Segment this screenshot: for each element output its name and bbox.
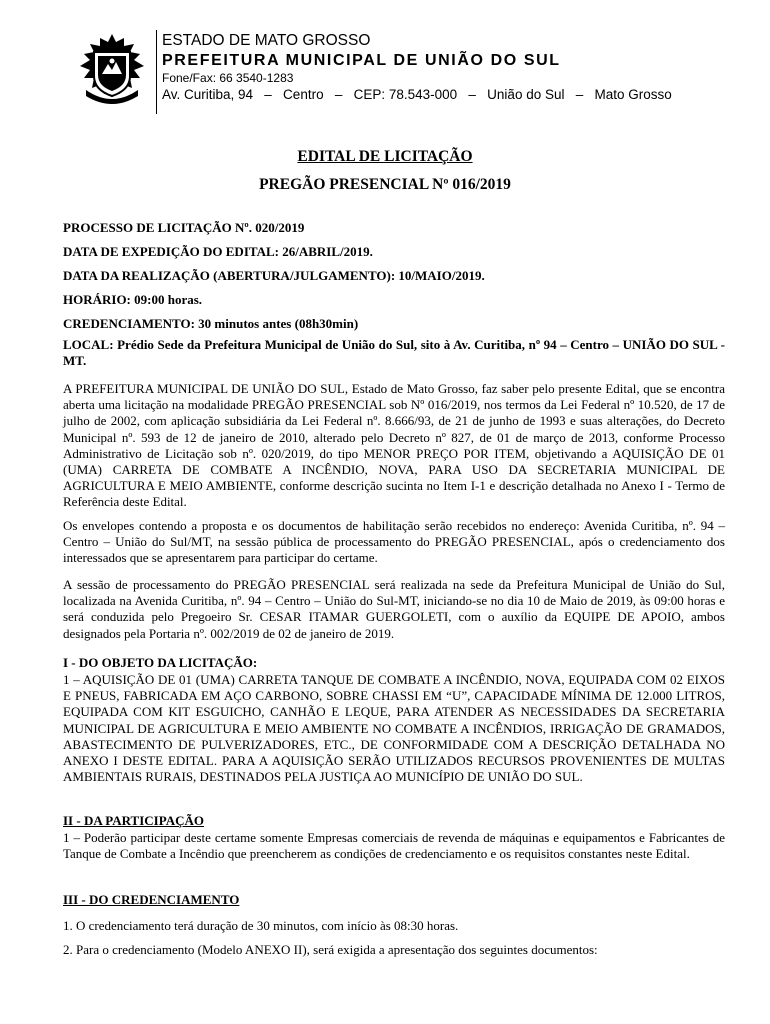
section-credenciamento-item2: 2. Para o credenciamento (Modelo ANEXO II), será exigida a apresentação dos seguintes documentos: bbox=[63, 942, 598, 957]
info-credenciamento: CREDENCIAMENTO: 30 minutos antes (08h30min) bbox=[63, 316, 359, 331]
section-participacao-heading: II - DA PARTICIPAÇÃO bbox=[63, 813, 204, 828]
state-name: ESTADO DE MATO GROSSO bbox=[162, 32, 371, 49]
info-processo: PROCESSO DE LICITAÇÃO Nº. 020/2019 bbox=[63, 220, 305, 235]
document-title: EDITAL DE LICITAÇÃO bbox=[297, 148, 473, 165]
section-credenciamento-item1: 1. O credenciamento terá duração de 30 minutos, com início às 08:30 horas. bbox=[63, 918, 459, 933]
info-horario: HORÁRIO: 09:00 horas. bbox=[63, 292, 203, 307]
section-objeto-heading: I - DO OBJETO DA LICITAÇÃO: bbox=[63, 655, 258, 670]
letterhead bbox=[162, 31, 672, 103]
section-objeto-text: 1 – AQUISIÇÃO DE 01 (UMA) CARRETA TANQUE DE COMBATE A INCÊNDIO, NOVA, EQUIPADA COM 02 EIXOS E PNEUS, FABRICADA EM AÇO CARBONO, SOBRE CHASSI EM “U”, CAPACIDADE MÍNIMA DE 12.000 LITROS, EQUIPADA COM KIT ESGUICHO, CANHÃO E LEQUE, PARA ATENDER AS NECESSIDADES DA SECRETARIA MUNICIPAL DE AGRICULTURA E MEIO AMBIENTE NO COMBATE A INCÊNDIOS, IRRIGAÇÃO DE GRAMADOS, ABASTECIMENTO DE PULVERIZADORES, ETC., DE CONFORMIDADE COM A DESCRIÇÃO DETALHADA NO ANEXO I DESTE EDITAL. PARA A AQUISIÇÃO SERÃO UTILIZADOS RECURSOS PROVENIENTES DE MULTAS AMBIENTAIS RURAIS, DESTINADOS PELA JUSTIÇA AO MUNICÍPIO DE UNIÃO DO SUL. bbox=[63, 672, 725, 785]
info-local: LOCAL: Prédio Sede da Prefeitura Municipal de União do Sul, sito à Av. Curitiba, nº 94 – Centro – UNIÃO DO SUL - MT. bbox=[63, 337, 725, 369]
header-divider bbox=[156, 30, 157, 114]
prefecture-name: PREFEITURA MUNICIPAL DE UNIÃO DO SUL bbox=[162, 52, 561, 69]
section-credenciamento-heading: III - DO CREDENCIAMENTO bbox=[63, 892, 240, 907]
info-data-realizacao: DATA DA REALIZAÇÃO (ABERTURA/JULGAMENTO): 10/MAIO/2019. bbox=[63, 268, 485, 283]
address: Av. Curitiba, 94 – Centro – CEP: 78.543-000 – União do Sul – Mato Grosso bbox=[162, 87, 672, 102]
paragraph-envelopes: Os envelopes contendo a proposta e os documentos de habilitação serão recebidos no endereço: Avenida Curitiba, nº. 94 – Centro – União do Sul/MT, na sessão pública de processamento do PREGÃO PRESENCIAL, após o credenciamento dos interessados que se apresentarem para participar do certame. bbox=[63, 518, 725, 566]
municipal-coat-of-arms-icon bbox=[72, 32, 152, 108]
section-participacao-text: 1 – Poderão participar deste certame somente Empresas comerciais de revenda de máquinas e equipamentos e Fabricantes de Tanque de Combate a Incêndio que preencherem as condições de credenciamento e os requisitos constantes neste Edital. bbox=[63, 830, 725, 862]
phone-fax: Fone/Fax: 66 3540-1283 bbox=[162, 71, 294, 85]
document-subtitle: PREGÃO PRESENCIAL Nº 016/2019 bbox=[259, 176, 511, 193]
paragraph-sessao: A sessão de processamento do PREGÃO PRESENCIAL será realizada na sede da Prefeitura Municipal de União do Sul, localizada na Avenida Curitiba, nº. 94 – Centro – União do Sul-MT, iniciando-se no dia 10 de Maio de 2019, às 09:00 horas e será conduzida pelo Pregoeiro Sr. CESAR ITAMAR GUERGOLETI, com o auxílio da EQUIPE DE APOIO, ambos designados pela Portaria nº. 002/2019 de 02 de janeiro de 2019. bbox=[63, 577, 725, 641]
info-data-expedicao: DATA DE EXPEDIÇÃO DO EDITAL: 26/ABRIL/2019. bbox=[63, 244, 373, 259]
paragraph-intro: A PREFEITURA MUNICIPAL DE UNIÃO DO SUL, Estado de Mato Grosso, faz saber pelo presente Edital, que se encontra aberta uma licitação na modalidade PREGÃO PRESENCIAL sob Nº 016/2019, nos termos da Lei Federal nº 10.520, de 17 de julho de 2002, com aplicação subsidiária da Lei Federal nº. 8.666/93, de 21 de junho de 1993 e suas alterações, do Decreto Municipal nº. 593 de 12 de janeiro de 2010, alterado pelo Decreto nº 827, de 01 de março de 2013, conforme Processo Administrativo de Licitação sob nº. 020/2019, do tipo MENOR PREÇO POR ITEM, objetivando a AQUISIÇÃO DE 01 (UMA) CARRETA DE COMBATE A INCÊNDIO, NOVA, PARA USO DA SECRETARIA MUNICIPAL DE AGRICULTURA E MEIO AMBIENTE, conforme descrição sucinta no Item I-1 e descrição detalhada no Anexo I - Termo de Referência deste Edital. bbox=[63, 381, 725, 510]
